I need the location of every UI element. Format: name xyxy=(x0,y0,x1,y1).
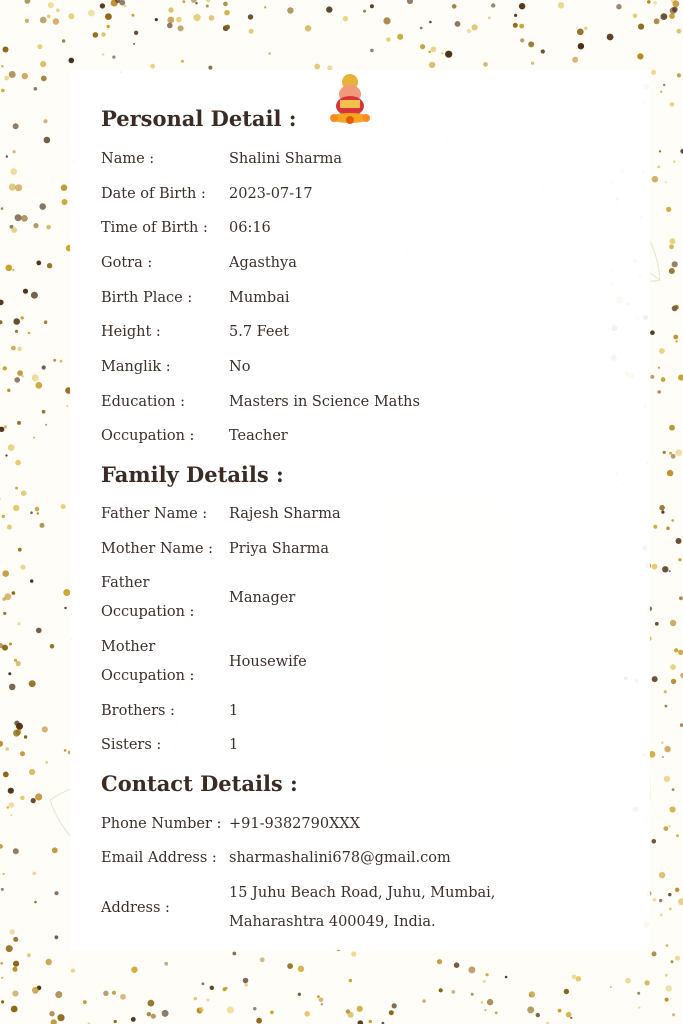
field-value: 15 Juhu Beach Road, Juhu, Mumbai, Maharashtra 400049, India. xyxy=(229,885,496,930)
field-value: Priya Sharma xyxy=(229,541,330,557)
field-label: Education : xyxy=(101,394,185,410)
field-value: Teacher xyxy=(229,428,288,444)
detail-row xyxy=(101,879,621,937)
field-value: 5.7 Feet xyxy=(229,324,289,340)
field-value: Masters in Science Maths xyxy=(229,394,420,410)
field-label: Occupation : xyxy=(101,428,195,444)
detail-row xyxy=(101,500,621,529)
field-value: Agasthya xyxy=(229,255,297,271)
section-title-personal: Personal Detail : xyxy=(101,106,297,131)
detail-row xyxy=(101,569,621,627)
field-value: 2023-07-17 xyxy=(229,186,313,202)
field-label: Brothers : xyxy=(101,703,175,719)
detail-row xyxy=(101,844,621,873)
field-value: 1 xyxy=(229,703,239,719)
field-value: Shalini Sharma xyxy=(229,151,343,167)
field-label: Gotra : xyxy=(101,255,153,271)
field-label: Phone Number : xyxy=(101,816,222,832)
section-title-family: Family Details : xyxy=(101,462,284,487)
field-value: Mumbai xyxy=(229,290,290,306)
detail-row xyxy=(101,318,621,347)
field-value: Housewife xyxy=(229,653,307,670)
detail-row xyxy=(101,731,621,760)
detail-row xyxy=(101,422,621,451)
field-label: Address : xyxy=(101,899,170,916)
field-label: Mother Name : xyxy=(101,541,214,557)
detail-row xyxy=(101,633,621,691)
field-label: Height : xyxy=(101,324,161,340)
detail-row xyxy=(101,388,621,417)
field-label: Father Name : xyxy=(101,506,208,522)
detail-row xyxy=(101,145,621,174)
detail-row xyxy=(101,353,621,382)
detail-row xyxy=(101,810,621,839)
field-label: Time of Birth : xyxy=(101,220,208,236)
detail-row xyxy=(101,249,621,278)
detail-row xyxy=(101,535,621,564)
field-value: sharmashalini678@gmail.com xyxy=(229,850,451,866)
field-label: Date of Birth : xyxy=(101,186,206,202)
field-value: Manager xyxy=(229,589,296,606)
field-value: +91-9382790XXX xyxy=(229,816,361,832)
field-label: Sisters : xyxy=(101,737,162,753)
detail-row xyxy=(101,180,621,209)
field-label: Name : xyxy=(101,151,155,167)
field-label: Birth Place : xyxy=(101,290,193,306)
ganesha-icon xyxy=(326,72,374,124)
field-label: Father Occupation : xyxy=(101,575,195,620)
field-value: Rajesh Sharma xyxy=(229,506,341,522)
detail-row xyxy=(101,697,621,726)
field-value: No xyxy=(229,359,251,375)
field-label: Manglik : xyxy=(101,359,171,375)
section-title-contact: Contact Details : xyxy=(101,771,298,796)
field-label: Mother Occupation : xyxy=(101,639,195,684)
field-value: 1 xyxy=(229,737,239,753)
detail-row xyxy=(101,284,621,313)
field-value: 06:16 xyxy=(229,220,271,236)
detail-row xyxy=(101,214,621,243)
field-label: Email Address : xyxy=(101,850,217,866)
